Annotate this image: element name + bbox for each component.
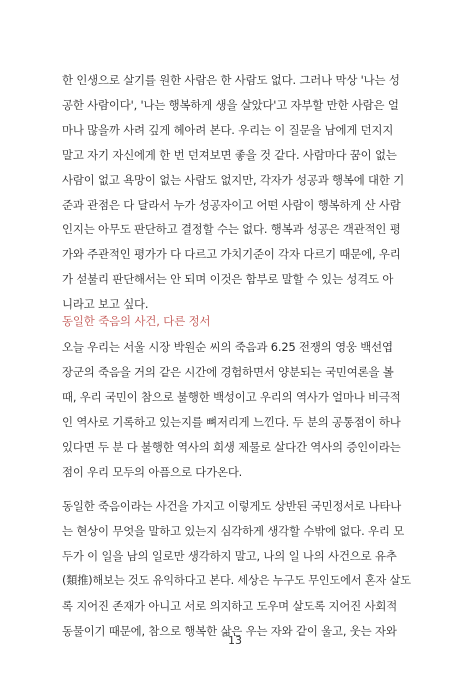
text-line: 공한 사람이다', '나는 행복하게 생을 살았다'고 자부할 만한 사람은 얼 [62,97,399,112]
text-line: 동물이기 때문에, 참으로 행복한 삶은 우는 자와 같이 울고, 웃는 자와 [62,623,397,638]
text-line: 인지는 아무도 판단하고 결정할 수는 없다. 행복과 성공은 객관적인 평 [62,222,401,237]
text-line: 준과 관점은 다 달라서 누가 성공자이고 어떤 사람이 행복하게 산 사람 [62,197,401,212]
body-paragraph-3 [62,494,414,643]
text-line: 장군의 죽음을 거의 같은 시간에 경험하면서 양분되는 국민여론을 볼 [62,364,394,379]
text-line: 마나 많을까 사려 깊게 헤아려 본다. 우리는 이 질문을 남에게 던지지 [62,122,394,137]
text-line: 말고 자기 자신에게 한 번 던져보면 좋을 것 같다. 사람마다 꿈이 없는 [62,147,397,162]
text-line: 인 역사로 기록하고 있는지를 뼈저리게 느낀다. 두 분의 공통점이 하나 [62,414,401,429]
text-line: 점이 우리 모두의 아픔으로 다가온다. [62,464,243,479]
text-line: 록 지어진 존재가 아니고 서로 의지하고 도우며 살도록 지어진 사회적 [62,598,398,613]
text-line: 오늘 우리는 서울 시장 박원순 씨의 죽음과 6.25 전쟁의 영웅 백선엽 [62,340,393,354]
text-line: 는 현상이 무엇을 말하고 있는지 심각하게 생각할 수밖에 없다. 우리 모 [62,523,405,538]
text-line: 사람이 없고 욕망이 없는 사람도 없지만, 각자가 성공과 행복에 대한 기 [62,172,405,187]
page-number: 13 [228,634,242,647]
section-heading: 동일한 죽음의 사건, 다른 정서 [62,314,211,328]
text-line: 한 인생으로 살기를 원한 사람은 한 사람도 없다. 그러나 막상 '나는 성 [62,73,400,87]
text-line: 동일한 죽음이라는 사건을 가지고 이렇게도 상반된 국민정서로 나타나 [62,499,402,513]
body-paragraph-1 [62,68,414,317]
text-line: 있다면 두 분 다 불행한 역사의 희생 제물로 살다간 역사의 증인이라는 [62,439,401,454]
text-line: 니라고 보고 싶다. [62,297,149,312]
text-line: 두가 이 일을 남의 일로만 생각하지 말고, 나의 일 나의 사건으로 유추 [62,548,397,563]
text-line: 가와 주관적인 평가가 다 다르고 가치기준이 각자 다르기 때문에, 우리 [62,247,401,262]
text-line: (類推)해보는 것도 유익하다고 본다. 세상은 누구도 무인도에서 혼자 살도 [62,573,411,587]
text-line: 가 섣불리 판단해서는 안 되며 이것은 함부로 말할 수 있는 성격도 아 [62,272,394,287]
body-paragraph-2 [62,335,414,484]
text-line: 때, 우리 국민이 참으로 불행한 백성이고 우리의 역사가 얼마나 비극적 [62,389,401,404]
